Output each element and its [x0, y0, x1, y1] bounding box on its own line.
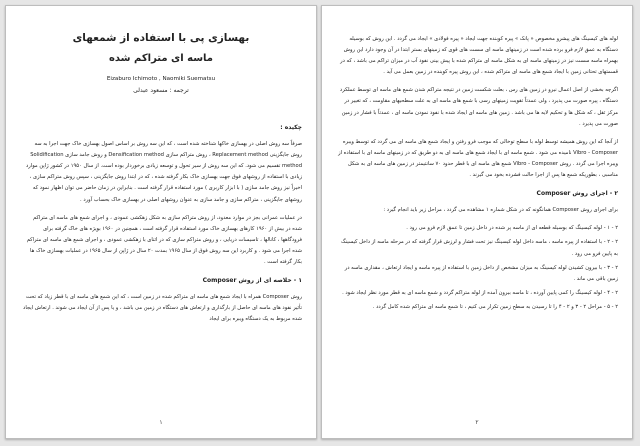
- step-item: ۲ - ۳ - با بیرون کشیدن لوله کیسینگ به میزان مشخص از داخل زمین با استفاده از پیره ماسه و ایجاد ارتعاش ، مقداری ماسه در زمین باقی می ماند .: [344, 264, 618, 282]
- left-body: [22, 116, 302, 333]
- paragraph: اگرچه بخشی از اصل اعمال نیرو در زمین های رس ، بعلت شکست زمین در نتیجه متراکم شدن شمع های ماسه ای توسط عملکرد دستگاه ، پیره صورت می پذیرد ، ولی عمدتاً تقویت زمینهای رسی با شمع های ماسه ای به علت سطحیهای مقاومت ، که تغییر در مرکز ثقل ، که شکل ها و تحکیم لایه ها می باشد . زمین های ماسه ای ایجاد شده با نفوذ نمودن ماسه ای ، عمدتاً با فشار در زمین صورت می پذیرد .: [339, 87, 618, 127]
- abstract-heading: چکیده :: [280, 124, 302, 131]
- left-page: [5, 5, 317, 439]
- step-item: ۲ - ۵ - مراحل ۲ - ۳ و ۲ - ۴ را تا رسیدن به سطح زمین تکرار می کنیم ، تا شمع ماسه ای متراکم شده کامل گردد .: [372, 303, 618, 310]
- paragraph: صرفاً سه روش اصلی در بهسازی خاکها شناخته شده است ، که این سه روش بر اساس اصول بهسازی خاک جهت اجرا به سه روش جایگزینی Replacement method ، روش متراکم سازی Densification method و روش جامد سازی Solidification method تقسیم می شود. که این سه روش از سیر تحول و توسعه زیادی برخوردار بوده است. از سال ۱۹۵۰ در کشور ژاپن موارد زیادی با استفاده از روشهای فوق جهت بهسازی خاک بکار گرفته شده ، که در ابتدا روش جایگزینی ، سپس روش متراکم سازی ، اخیراً نیز روش جامد سازی ( با ابزار کاربری ) مورد استفاده قرار گرفته است . بنابراین در زمان حاضر می توان اظهار نمود که روشهای جایگزینی ، متراکم سازی و جامد سازی به عنوان روشهای اصلی در بهسازی خاک بحساب آورد .: [25, 141, 302, 203]
- paragraph: در عملیات عمرانی بجز در موارد معدود، از روش متراکم سازی به شکل زهکشی عمودی ، و اجرای شمع های ماسه ای متراکم شده در بیش از ۱۹۶۰ کارهای بهسازی خاک مورد استفاده قرار گرفته است ، همچنین در ۱۹۶۰ بویژه های خاک گرفته برای فرودگاهها ، کانالها ، تاسیسات دریایی ، و روش متراکم سازی که در اثنای با زهکشی عمودی ، و اجرای شمع های ماسه ای متراکم شده اجرا می شود . و کاربرد این سه روش فوق از سال ۱۹۶۵ بمدت ۲۰ سال در ژاپن از سال ۱۹۶۵ در عملیات بهسازی خاک ها بکار گرفته است .: [26, 214, 302, 266]
- translator: ترجمه : مسعود عبدلی: [133, 87, 189, 94]
- step-item: ۲ - ۲ - با استفاده از پیره ماسه ، ماسه داخل لوله کیسینگ نیز تحت فشار و لرزش قرار گرفته که در مرحله ماسه از داخل کیسینگ به پایین فرو می رود .: [341, 239, 618, 257]
- page-number: ۱: [159, 419, 163, 426]
- right-page: [321, 5, 633, 439]
- paragraph: روش Composer همراه با ایجاد شمع های ماسه ای متراکم شده در زمین است ، که این شمع های ماسه ای با قطر زیاد که تحت تأثیر نفوذ های ماسه ای حاصل از بارگذاری و ارتعاش های دستگاه در زمین می باشد ، و یا پس از آن ایجاد می شوند . ارتعاش ایجاد شده مربوط به یک دستگاه ویبره برای ایجاد: [23, 294, 302, 323]
- page-number: ۲: [475, 419, 479, 426]
- paragraph: برای اجرای روش Composer همانگونه که در شکل شماره ۱ مشاهده می گردد ، مراحل زیر باید انجام گیرد :: [383, 207, 618, 214]
- authors: Eizaburo Ichimoto , Naomiki Suematsu: [106, 76, 216, 82]
- step-item: ۲ - ۴ - لوله کیسینگ را کمی پایین آورده ، تا ماسه بیرون آمده از لوله متراکم گردد و شمع ماسه ای به قطر مورد نظر ایجاد شود .: [342, 289, 618, 296]
- paragraph: از آنجا که این روش همیشه توسط لوله با سطح توخالی که موجب فرو رفتن و ایجاد شمع های ماسه ای می گردد که توسط ویبره Vibro - Composer نامیده می شود . شمع ماسه ای با ایجاد شمع های ماسه ای به دو طریق که در زمینهای ماسه ای با استفاده از ویبره اجرا می گردد . روش Vibro - Composer شمع های ماسه ای با قطر حدود ۷۰ سانتیمتر در زمین های ماسه ای به شکل مناسبی ، بطوریکه شمع ها پس از اجرا حالت فشرده بخود می گیرند .: [338, 138, 618, 179]
- section-heading: ۲ - اجرای روش Composer: [536, 190, 618, 198]
- document-title: بهسازی پی با استفاده از شمعهای: [72, 32, 250, 44]
- section-heading: ۱ - خلاصه ای از روش Composer: [202, 277, 302, 285]
- document-subtitle: ماسه ای متراکم شده: [109, 53, 213, 64]
- paragraph: لوله های کیسینگ های پیشرو مخصوص « پانک » پیره کوبنده جهت ایجاد « پیره فولادی » ایجاد می گردد . این روش که بوسیله دستگاه به عمق لازم فرو برده شده است در زمینهای ماسه ای سست های قوی که زمینهای بستر ابتدا در آن وجود دارد این روش بهمراه ماسه سست نیز در زمینهای ماسه ای به شکل ماسه ای متراکم شده با پیش بینی نفوذ آب در میزان تراکم می باشد ، که در قسمتهای تحتانی زمین با ایجاد شمع های ماسه ای متراکم شده ، این روش پیره کوبنده در زمین بعمل می آید .: [340, 36, 618, 76]
- step-item: ۲ - ۱ - لوله کیسینگ که بوسیله قطعه ای از ماسه پر شده در داخل زمین تا عمق لازم فرو می رود .: [406, 225, 618, 232]
- right-body: [338, 34, 618, 316]
